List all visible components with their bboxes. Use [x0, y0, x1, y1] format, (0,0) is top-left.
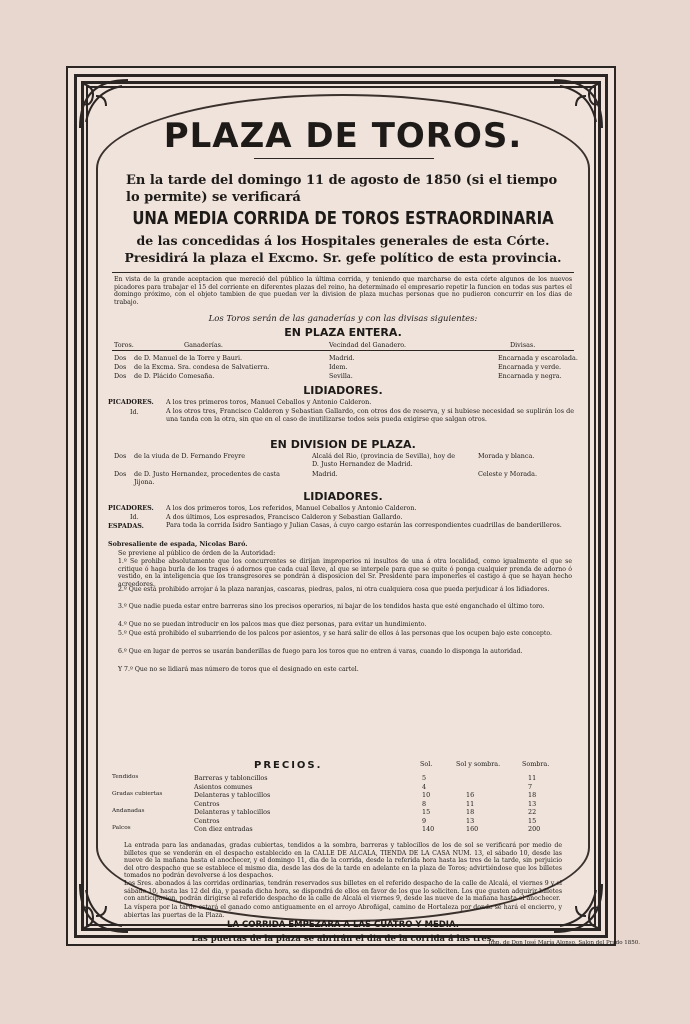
rule-item: 4.º Que no se puedan introducir en los palcos mas que diez personas, para evitar un hundimiento. [118, 621, 427, 628]
picadores-label: PICADORES. [108, 398, 154, 406]
price-mix: 160 [466, 825, 479, 833]
bull-count: Dos [114, 470, 127, 478]
price-sol: 15 [422, 808, 431, 816]
ganaderias-line: Los Toros serán de las ganaderías y con las divisas siguientes: [208, 314, 478, 324]
poster-content [104, 108, 582, 944]
price-sombra: 7 [528, 782, 533, 791]
price-col-sol: Sol. [420, 760, 433, 768]
rule-item: 2.º Que está prohibido arrojar á la plaza naranjas, cascaras, piedras, palos, ni otra cualquiera cosa que pueda perjudicar á los lidiadores. [118, 586, 550, 593]
divider [112, 350, 574, 351]
imprint: Imp. de Don José María Alonso, Salon del Prado 1850. [488, 940, 640, 946]
price-sombra: 13 [528, 799, 537, 808]
price-sol: 4 [422, 782, 427, 791]
bull-count: Dos [114, 354, 127, 362]
id-text: A los otros tres, Francisco Calderon y Sebastian Gallardo, con otros dos de reserva, y si hubiese necesidad se suplirán los de una tanda con la otra, sin que en el caso de inutilizarse todos seis pueda exigirse que salgan otros. [166, 407, 574, 423]
price-sombra: 15 [528, 816, 537, 825]
price-item: Centros [194, 799, 220, 808]
id-label: Id. [130, 408, 139, 416]
intro-line: En la tarde del domingo 11 de agosto de 1850 (si el tiempo lo permite) se verificará [126, 173, 558, 205]
bull-divisa: Morada y blanca. [478, 452, 535, 460]
title-rule [254, 158, 434, 159]
price-sol: 10 [422, 791, 431, 799]
bull-vecindad: Sevilla. [329, 372, 353, 380]
notice-paragraph: En vista de la grande aceptacion que mereció del público la última corrida, y teniendo que marcharse de esta córte algunos de los nuevos picadores para trabajar el 15 del corriente en diferentes plazas del reino, ha determinado el empresario repetir la funcion en todas sus partes el domingo próximo, con el objeto tambien de que puedan ver la division de plaza muchas personas que no pudieron concurrir en los dias de trabajo. [114, 276, 572, 306]
page-title: PLAZA DE TOROS. [163, 116, 523, 156]
price-mix: 13 [466, 816, 475, 825]
price-mix: 18 [466, 808, 475, 816]
col-vecindad: Vecindad del Ganadero. [329, 341, 407, 349]
price-sombra: 200 [528, 825, 541, 833]
rule-item: 5.º Que está prohibido el subarriendo de los palcos por asientos, y se hará salir de ellos á las personas que los ocupen bajo este concepto. [118, 630, 552, 637]
id-label-2: Id. [130, 513, 139, 521]
division-heading: EN DIVISION DE PLAZA. [270, 438, 416, 451]
price-col-mix: Sol y sombra. [456, 760, 501, 768]
bull-divisa: Encarnada y negra. [498, 372, 562, 380]
rule-item: Y 7.º Que no se lidiará mas número de toros que el designado en este cartel. [118, 666, 359, 673]
price-mix: 16 [466, 791, 475, 799]
subtitle-president: Presidirá la plaza el Excmo. Sr. gefe político de esta provincia. [124, 250, 562, 265]
bull-divisa: Encarnada y verde. [498, 363, 562, 371]
price-item: Con diez entradas [194, 825, 253, 833]
price-col-sombra: Sombra. [522, 760, 550, 768]
main-event: UNA MEDIA CORRIDA DE TOROS ESTRAORDINARIA [132, 208, 554, 229]
price-sol: 8 [422, 799, 427, 808]
bull-divisa: Encarnada y escarolada. [498, 354, 578, 362]
bull-count: Dos [114, 363, 127, 371]
rule-item: 1.º Se prohibe absolutamente que los concurrentes se dirijan improperios ni insultos de una á otra localidad, como igualmente el que se critique ó haga burla de los trages ó adornos que cada cual lleve, al que se interpele para que se quite ó ponga cualquier prenda de adorno ó vestido, en la inteligencia que los transgresores se pondrán á disposicion del Sr. Presidente para imponerles el castigo á que se hayan hecho acreedores. [118, 558, 572, 588]
orden-line: Se previene al público de órden de la Autoridad: [118, 549, 276, 557]
subtitle-hospitals: de las concedidas á los Hospitales generales de esta Córte. [136, 233, 550, 248]
bull-ganaderia: de D. Justo Hernandez, procedentes de casta Jijona. [134, 470, 280, 486]
price-sol: 140 [422, 825, 435, 833]
precios-heading: PRECIOS. [254, 760, 323, 771]
closing-time: LA CORRIDA EMPEZARA A LAS CUATRO Y MEDIA. [227, 920, 459, 930]
sobresaliente: Sobresaliente de espada, Nicolas Baró. [108, 540, 248, 548]
col-divisas: Divisas. [510, 341, 536, 349]
closing-doors: Las puertas de la plaza se abrirán el dia de la corrida á las tres. [191, 934, 495, 944]
price-group: Gradas cubiertas [112, 791, 163, 797]
lidiadores-heading-2: LIDIADORES. [303, 490, 383, 503]
bull-vecindad: Idem. [329, 363, 348, 371]
price-sol: 9 [422, 816, 427, 825]
abonados-paragraph: Los Sres. abonados á las corridas ordinarias, tendrán reservados sus billetes en el referido despacho de la calle de Alcalá, el viernes 9 y el sábado 10, hasta las 12 del dia, y pasada dicha hora, se dispondrá de ellos en favor de los que lo soliciten. Los que gusten adquirir billetes con anticipacion, podrán dirigirse al referido despacho de la calle de Alcalá el viernes 9, desde las nueve de la mañana hasta el anochecer. [124, 880, 562, 903]
vispera-paragraph: La víspera por la tarde estará el ganado como antiguamente en el arroyo Abroñigal, camino de Hortaleza por donde se hará el encierro, y abiertas las puertas de la Plaza. [124, 904, 562, 919]
bull-ganaderia: de D. Plácido Comesaña. [134, 372, 215, 380]
espadas-text: Para toda la corrida Isidro Santiago y Julian Casas, á cuyo cargo estarán las correspondientes cuadrillas de banderilleros. [166, 521, 562, 529]
price-sombra: 22 [528, 808, 537, 816]
bull-ganaderia: de la viuda de D. Fernando Freyre [134, 452, 246, 460]
poster-sheet [66, 66, 616, 946]
price-sol: 5 [422, 774, 427, 782]
picadores-text: A los tres primeros toros, Manuel Ceballos y Antonio Calderon. [166, 398, 372, 406]
price-item: Centros [194, 816, 220, 825]
bull-ganaderia: de la Excma. Sra. condesa de Salvatierra. [134, 363, 270, 371]
espadas-label: ESPADAS. [108, 522, 144, 530]
lidiadores-heading: LIDIADORES. [303, 384, 383, 397]
id-text-2: A dos últimos, Los espresados, Francisco Calderon y Sebastian Gallardo. [166, 513, 403, 521]
bull-vecindad: Madrid. [312, 470, 338, 478]
plaza-entera-heading: EN PLAZA ENTERA. [284, 326, 402, 339]
bull-count: Dos [114, 452, 127, 460]
rule-item: 3.º Que nadie pueda estar entre barreras sino los precisos operarios, ni bajar de los tendidos hasta que esté enganchado el último toro. [118, 603, 545, 610]
price-mix: 11 [466, 799, 475, 808]
picadores-text-2: A los dos primeros toros, Los referidos, Manuel Ceballos y Antonio Calderon. [166, 504, 417, 512]
rule-item: 6.º Que en lugar de perros se usarán banderillas de fuego para los toros que no entren á varas, cuando lo disponga la autoridad. [118, 648, 523, 655]
price-item: Barreras y tabloncillos [194, 774, 268, 782]
entrada-paragraph: La entrada para las andanadas, gradas cubiertas, tendidos a la sombra, barreras y tablocillos de los de sol se verificará por medio de billetes que se venderán en el despacho establecido en la CALLE DE ALCALA, TIENDA DE LA CASA NUM. 13, el sábado 10, desde las nueve de la mañana hasta el anochecer, y el domingo 11, dia de la corrida, desde la referida hora hasta las tres de la tarde, sin perjuicio del otro despacho que se establece el mismo dia, desde las dos de la tarde en adelante en la plaza de Toros; advirtiéndose que los billetes tomados no podrán devolverse á los despachos. [124, 842, 562, 880]
price-sombra: 11 [528, 774, 537, 782]
picadores-label-2: PICADORES. [108, 504, 154, 512]
bull-count: Dos [114, 372, 127, 380]
bull-divisa: Celeste y Morada. [478, 470, 537, 478]
price-group: Palcos [112, 825, 131, 831]
price-group: Andanadas [112, 808, 145, 814]
bull-vecindad: Alcalá del Rio, (provincia de Sevilla), hoy de D. Justo Hernandez de Madrid. [312, 452, 456, 468]
bull-ganaderia: de D. Manuel de la Torre y Bauri. [134, 354, 243, 362]
bull-vecindad: Madrid. [329, 354, 355, 362]
price-item: Delanteras y tablocillos [194, 808, 271, 816]
price-item: Delanteras y tablocillos [194, 791, 271, 799]
divider [112, 272, 574, 273]
price-group: Tendidos [112, 774, 139, 780]
col-toros: Toros. [114, 341, 134, 349]
price-item: Asientos comunes [194, 782, 253, 791]
price-sombra: 18 [528, 791, 537, 799]
col-ganaderias: Ganaderías. [184, 341, 223, 349]
